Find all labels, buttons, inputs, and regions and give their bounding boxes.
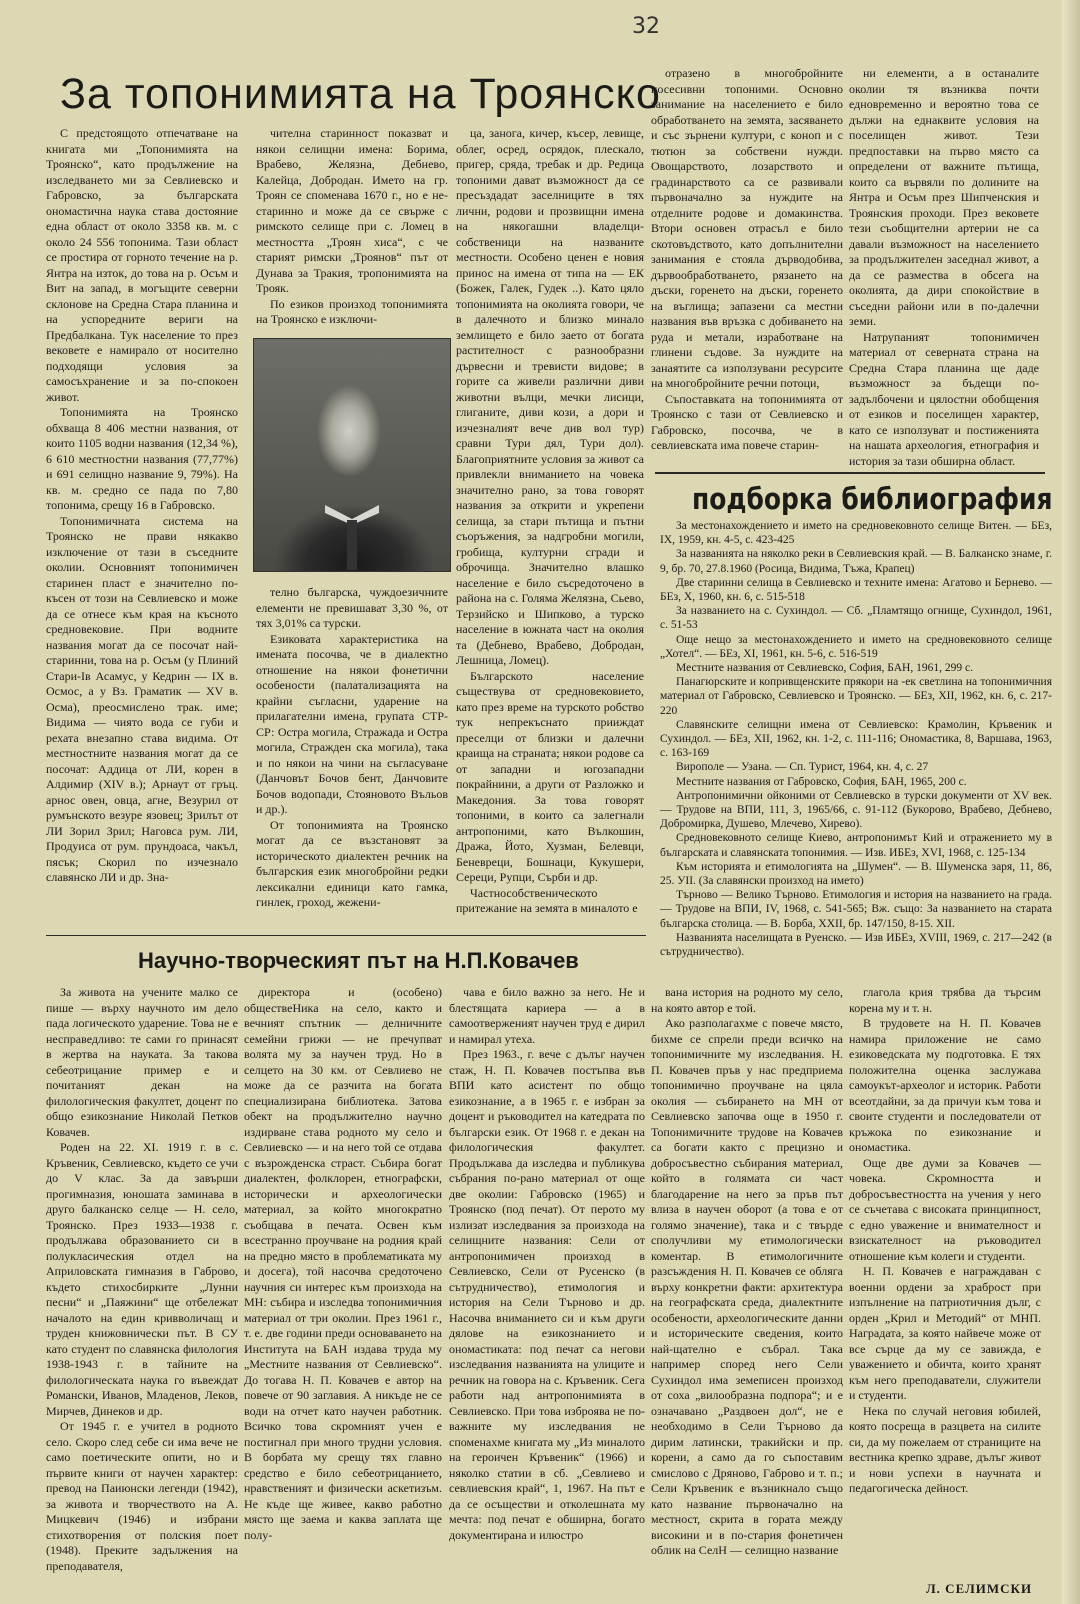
section-divider <box>46 935 646 936</box>
bibliography-title: подборка библиография <box>692 482 1053 516</box>
paragraph: глагола крия трябва да търсим корена му и т. н. <box>849 985 1041 1015</box>
bibliography-item: За названията на няколко реки в Севлиевския край. — В. Балканско знаме, г. 9, бр. 70, 27.8.1960 (Росица, Видима, Тъжа, Крапец) <box>660 548 1052 575</box>
paragraph: Ако разполагахме с повече място, бихме се спрели преди всичко на топонимичните му изследвания. Н. П. Ковачев пръв у нас предприема топонимично проучване на цяла околия — събирането на МН от Севлиевско започва още в 1950 г. Топонимичните трудове на Ковачев са богати както с прецизно и добросъвестно събирания материал, който в голямата си част благодарение на него за пръв път влиза в научен оборот (а това е от голямо значение), така и с твърде сполучливи му етимологически коментар. В етимологичните разсъждения Н. П. Ковачев се обляга върху конкретни факти: архитектура на географската среда, диалектните особености, археологическите данни и историческите сведения, които най-щателно е събрал. Така например според него Сели Сухиндол има земеписен произход от соха „вилообразна подпора“; и е означавано „Раздвоен дол“, не е необходимо в Сели Търново да дирим латински, тракийски и пр. корени, а само да го съпоставим смислово с Дряново, Габрово и т. п.; Сели Кръвеник е възникнало също като название първоначално на местност, скрита в гората между високини и в по-стария фонетичен облик на СелН — селищно название <box>651 1016 843 1557</box>
article2-column-2 <box>244 985 442 1597</box>
portrait-tie <box>347 520 357 570</box>
bibliography-item: Към историята и етимологията на „Шумен“. — В. Шуменска заря, 11, 86, 25. УІІ. (За славянски произход на името) <box>660 860 1052 888</box>
paragraph: В трудовете на Н. П. Ковачев намира приложение не само езиковедската му подготовка. Е тях положителна оценка заслужава самоукът-археолог и историк. Работи всеотдайни, за да причуи към това и своите студенти и последователи от кръжока по езикознание и ономастика. <box>849 1016 1041 1154</box>
paragraph: директора и (особено) обществеНика на село, както и вечният спътник — делничните семейни грижи — не пречупват волята му за научен труд. Но в селцето на 30 км. от Севлиево не може да се разчита на богата специализирана библиотека. Затова обект на продължително научно издирване става родното му село и Севлиевско — и на него той се отдава с възрожденска страст. Събира богат диалектен, фолклорен, етнографски, исторически и археологически материал, за който многократно съобщава в печата. Освен към всестранно проучване на родния край на предно място в проблематиката му и досега), той насочва средоточено научния си интерес към произхода на МН: събира и изследва топонимичния материал от три околии. През 1961 г., т. е. две години преди основаването на Института на БАН издава труда му „Местните названия от Севлиевско“. До тогава Н. П. Ковачев е автор на повече от 90 заглавия. А никъде не се води на отчет като научен работник. Всичко това скромният учен е постигнал при много трудни условия. В борбата му срещу тях главно средство е било себеотрицанието, нравственият и физически аскетизъм. Не къде ще живее, какво работно място ще заема и каква заплата ще полу- <box>244 985 442 1542</box>
paragraph: Натрупаният топонимичен материал от северната страна на Средна Стара планина ще даде възможност за бъдещи по-задълбочени и цялостни обобщения от езиков и поселищен характер, като се използуват и постиженията на нашата археология, етнография и история за тази обширна област. <box>849 329 1039 468</box>
article1-column-1 <box>46 126 238 916</box>
paragraph: Езиковата характеристика на имената посочва, че в диалектно отношение на някои фонетични особености (палатализацията на крайни съгласни, ударение на прилагателни имена, групата СТР-СР: Остра могила, Стражада и Остра могила, Стражден ска могила), така и по някои на чини на съгласуване (Данчовът Бочов бент, Данчовите Бочов водопади, Стояновото Въльов и др.). <box>256 631 448 816</box>
paragraph: През 1963., г. вече с дълъг научен стаж, Н. П. Ковачев постъпва във ВПИ като асистент по общо езикознание, а в 1965 г. е избран за доцент и ръководител на катедрата по български език. От 1968 г. е декан на филологическия факултет. Продължава да изследва и публикува събрания по-рано материал от още две околии: Габровско (1965) и Троянско (под печат). От перото му излизат изследвания за произхода на селищните названия: Сели от антропонимичен произход в Севлиевско, Сели от Русенско (в сътрудничество), етимология и история на Сели Търново и др. Насочва вниманието си и към други дялове на езикознанието и ономастиката: под печат са негови изследвания названията на улиците и речник на говора на с. Кръвеник. Сега работи над антропонимията в Севлиевско. При това изброява не по-важните му изследвания не споменахме книгата му „Из миналото на героичен Кръвеник“ (1966) и няколко статии в сб. „Севлиево и севлиевския край“, 1, 1967. На път е да се осъществи и отколешната му мечта: под печат е обширна, богато документирана и илюстро <box>449 1047 645 1542</box>
bibliography-item: Търново — Велико Търново. Етимология и история на названието на града. — Трудове на ВПИ, IV, 1968, с. 541-565; Вж. също: За названието на старата българска столица. — В. Борба, XXII, бр. 147/150, 8-15. XII. <box>660 889 1052 930</box>
article2-column-5 <box>849 985 1041 1575</box>
bibliography-top-rule <box>655 472 1045 474</box>
paragraph: Още две думи за Ковачев — човека. Скромността и добросъвестността на учения у него се съчетава с високата принципност, с едно уважение и внимателност и взискателност на ръководител отношение към колеги и студенти. <box>849 1155 1041 1263</box>
page-edge <box>1062 0 1080 1604</box>
page-number: 32 <box>632 14 660 39</box>
article1-column-5 <box>849 66 1039 474</box>
paragraph: Съпоставката на топонимията от Троянско с тази от Севлиевско и Габровско, посочва, че в севлиевската има повече старин- <box>651 391 843 452</box>
article2-column-4 <box>651 985 843 1597</box>
paragraph: чава е било важно за него. Не и блестящата кариера — а в самоотверженият научен труд е дирил и намирал утеха. <box>449 985 645 1046</box>
paragraph: телно българска, чуждоезичните елементи не превишават 3,30 %, от тях 3,01% са турски. <box>256 585 448 630</box>
paragraph: За живота на учените малко се пише — върху научното им дело пада логическото ударение. Това не е несправедливо: те сами го принасят в жертва на науката. За такова себеотрицание пример е и почитаният декан на филологическия факултет, доцент по общо езикознание Николай Петков Ковачев. <box>46 985 238 1139</box>
bibliography-item: Антропонимични ойконими от Севлиевско в турски документи от XV век. — Трудове на ВПИ, 111, 3, 1965/66, с. 91-112 (Букорово, Врабево, Дебнево, Добромирка, Душево, Млечево, Хирево). <box>660 789 1052 831</box>
paragraph: Топонимията на Троянско обхваща 8 406 местни названия, от които 1105 водни названия (12,34 %), 6 610 местностни названия (77,77%) и 691 селищно название 9, 79%). На кв. м. средно се пада по 7,80 топонима, срещу 16 в Габровско. <box>46 405 238 512</box>
article2-column-1 <box>46 985 238 1597</box>
article1-column-2-top <box>256 126 448 331</box>
paragraph: вана история на родното му село, на която автор е той. <box>651 985 843 1015</box>
author-signature: Л. СЕЛИМСКИ <box>926 1581 1033 1596</box>
paragraph: Частнособственическото притежание на земята в миналото е <box>456 885 638 915</box>
paragraph: Топонимичната система на Троянско не прави някакво изключение от тази в съседните околии. Основният топонимичен старинен пласт е значително по-късен от този на Севлиевско и може да се отнесе към края на късното средновековие. При водните названия могат да се посочат най-старинни, това на р. Осъм (у Плиний Стари-Ів Асамус, у Кедрин — ІХ в. Осмос, а у Вз. Граматик — ХV в. Осма), преосмислено трак. име; Видима — чиято вода се губи и рехата внезапно става видима. От местностните названия могат да се посочат: Аддица от ЛИ, корен в Алдимир (ХІV в.); Арнаут от гръц. арнос овен, овца, агне, Везурил от румънското везуре язовец; Зрилът от ЛИ Зорил Зрил; Наговса рум. ЛИ, Продуиса от рум. прундоаса, чакъл, пясък; Скорил по изчезнало славянско ЛИ и др. Зна- <box>46 513 238 884</box>
bibliography-item: Панагюрските и копривщенските прякори на -ек светлина на топонимичния материал от Габровско, Севлиевско и Троянско. — БЕз, XII, 1962, кн. 6, с. 217-220 <box>660 676 1052 717</box>
paragraph: От 1945 г. е учител в родното село. Скоро след себе си има вече не само поетическите опити, но и първите книги от научен характер: превод на Паиюнски легенди (1942), за живота и творчеството на А. Мицкевич (1946) и избрани стихотворения от полския поет (1948). Преките задължения на преподавателя, <box>46 1419 238 1573</box>
bibliography-item: Две старинни селища в Севлиевско и техните имена: Агатово и Бернево. — БЕз, X, 1960, кн. 6, с. 515-518 <box>660 576 1052 604</box>
paragraph: Нека по случай неговия юбилей, която посреща в разцвета на силите си, да му пожелаем от страниците на вестника крепко здраве, дълъг живот и нови успехи в научната и педагогическа дейност. <box>849 1403 1041 1495</box>
article1-column-3 <box>456 126 644 916</box>
bibliography-list <box>660 519 1052 959</box>
paragraph: Н. П. Ковачев е награждаван с военни ордени за храброст при изпълнение на патриотичния дълг, с орден „Крил и Методий“ от МНП. Наградата, за която найвече може от все сърце да му се завижда, е уважението и обичта, които хранят към него преподаватели, служители и студенти. <box>849 1264 1041 1402</box>
article1-column-4 <box>651 66 843 474</box>
article2-column-3 <box>449 985 645 1597</box>
bibliography-item: Славянските селищни имена от Севлиевско: Крамолин, Кръвеник и Сухиндол. — БЕз, XII, 1962, кн. 1-2, с. 111-116; Ономастика, 8, Варшава, 1963, с. 163-169 <box>660 718 1052 760</box>
bibliography-item: Местните названия от Севлиевско, София, БАН, 1961, 299 с. <box>676 662 973 675</box>
paragraph: отразено в многобройните посесивни топоними. Основно занимание на населението е било обработването на земята, засяването и със зърнени култури, с коноп и с тютюн за собствени нужди. Овощарството, лозарството и градинарството са се развивали първоначално за нуждите на отделните родове и домакинства. Втори основен отрасъл е било скотовъдството, като допълнителни занимания е стояла дърводобива, дървообработването, рязането на дъски, горенето на дъски, горенето на въглища; запазени са местни названия във връзка с добиването на руда и метали, изработване на глинени съдове. За нуждите на занаятите са използувани ресурсите на многобройните речни потоци, <box>651 66 843 390</box>
bibliography-item: За названието на с. Сухиндол. — Сб. „Пламтящо огнище, Сухиндол, 1961, с. 51-53 <box>660 605 1052 632</box>
paragraph: Българското население съществува от средновековието, като през време на турското робство тук непрекъснато прииждат преселци от близки и далечни краища на страната; някои родове са от западни и югозападни покрайнини, а други от Разложко и Македония. За това говорят топоними, в които са залегнали антропоними, като Вълкошин, Дража, Йото, Хузман, Белевци, Беневреци, Бошнаци, Кукушери, Сереци, Рупци, Сърби и др. <box>456 668 644 884</box>
paragraph: Роден на 22. XI. 1919 г. в с. Кръвеник, Севлиевско, където се учи до V клас. За да завърши прогимназия, юношата заминава в друго балканско селце — Н. село, Троянско. През 1933—1938 г. продължава образованието си в полукласическия отдел на Априловската гимназия в Габрово, където стихосбирките „Лунни песни“ и „Паяжини“ ще отбележат началото на един кривволичащ и труден книжовнически път. В СУ като студент по славянска филология 1938-1943 г. в тайните на филологическата наука го въвеждат Романски, Иванов, Младенов, Леков, Мирчев, Динеков и др. <box>46 1140 238 1418</box>
bibliography-item: Средновековното селище Киево, антропонимът Кий и отражението му в българската и славянската топонимия. — Изв. ИБЕз, XVI, 1968, с. 125-134 <box>660 832 1052 859</box>
article-title-toponymy: За топонимията на Троянско <box>60 70 661 118</box>
paragraph: От топонимията на Троянско могат да се възстановят за историческото диалектен речник на българския език многобройни редки лексикални единици като гамка, гинлек, гроход, жежени- <box>256 817 448 909</box>
paragraph: С предстоящото отпечатване на книгата ми „Топонимията на Троянско“, като продължение на изследването ми за Севлиевско и Габровско, за българската ономастична наука става достояние една област от около 3358 кв. м. с около 24 556 топонима. Тази област се простира от горното течение на р. Янтра на изток, до това на р. Осъм и Вит на запад, в могъщите северни склонове на Средна Стара планина и на успоредните вериги на Предбалкана. Тук население то през вековете е намирало от носително подходящи условия за самосъхранение и за по-спокоен живот. <box>46 126 238 404</box>
bibliography-item: Названията населищата в Руенско. — Изв ИБЕз, XVIII, 1969, с. 217—242 (в сътрудничество). <box>660 931 1052 959</box>
paragraph: ца, занога, кичер, късер, левище, облег, осред, осрядок, плескало, пригер, сряда, требак и др. Редица топоними дават възможност да се пресъздадат заселниците в тях лични, родови и прозвищни имена на някогашни владелци-собственици на названите местности. Особено ценен е новия принос на имена от типа на — ЕК (Божек, Галек, Гудек ..). Като цяло топонимията на околията говори, че в далечното и близко минало землището е било заето от богата растителност с разнообразни дървесни и тревисти видове; в горите са живели различни диви животни вълци, мечки лисици, глиганите, диви кози, а дори и изчезналият вече див вол тур) сравни Тури дял, Тури дол). Благоприятните условия за живот са привлекли вниманието на човека значително рано, за това говорят названия за открити и укрепени селища, за стари пътища и пътни съоръжения, за надгробни могили, гробища, културни сгради и оброчища. Значително влашко население е било съсредоточено в района на с. Голяма Желязна, Сьево, Терзийско и Шипково, а турско население в южната част на околия та (Дебнево, Врабево, Добродан, Лешница, Ломец). <box>456 126 644 667</box>
bibliography-item: Местните названия от Габровско, София, БАН, 1965, 200 с. <box>676 775 967 788</box>
paragraph: чителна старинност показват и някои селищни имена: Борима, Врабево, Желязна, Дебнево, Калейца, Добродан. Името на гр. Троян се споменава 1670 г., но е не-старинно и може да се свърже с римското селище при с. Ломец в местността „Троян хиса“, с че старият римски „Троянов“ път от Дунава за Тракия, тропонимията на Трояк. <box>256 126 448 295</box>
bibliography-item: Още нещо за местонахождението и името на средновековното селище „Хотел“. — БЕз, XI, 1961, кн. 5-6, с. 516-519 <box>660 633 1052 660</box>
article-title-kovachev: Научно-творческият път на Н.П.Ковачев <box>138 948 579 973</box>
paragraph: ни елементи, а в останалите околии тя възниква почти едновременно и вероятно това се дължи на еднаквите условия на поселищен живот. Тези предпоставки на първо място са определени от важните пътища, които са вървяли по долините на Янтра и Осъм през Шипченския и Троянския проходи. През вековете тези съобщителни артерии не са давали възможност на населението за продължителен заседнал живот, а да се размества в обсега на околията, да дири спокойствие в съседни райони или в по-далечни земи. <box>849 66 1039 328</box>
paragraph: По езиков произход топонимията на Троянско е изключи- <box>256 296 448 326</box>
bibliography-item: Вирополе — Узана. — Сп. Турист, 1964, кн. 4, с. 27 <box>676 761 929 774</box>
bibliography-item: За местонахождението и името на средновековното селище Витен. — БЕз, IX, 1959, кн. 4-5, с. 423-425 <box>660 520 1052 547</box>
article1-column-2-bottom <box>256 585 448 915</box>
